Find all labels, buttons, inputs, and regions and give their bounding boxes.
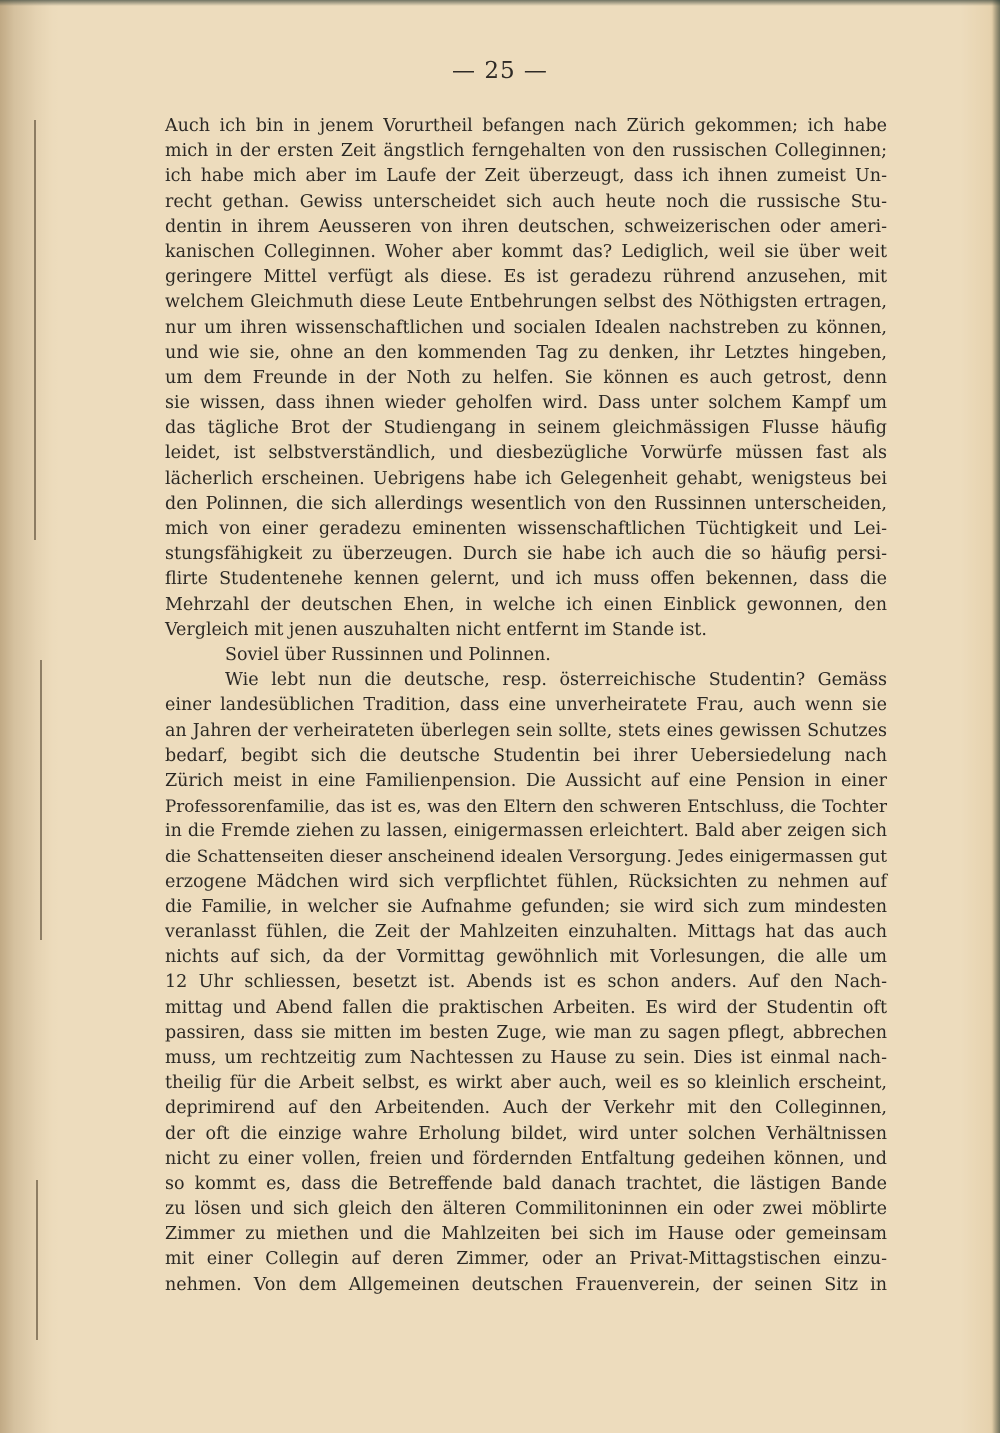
text-line: geringere Mittel verfügt als diese. Es ist geradezu rührend anzusehen, mit — [165, 267, 887, 288]
text-line: Professorenfamilie, das ist es, was den Eltern den schweren Entschluss, die Tochter — [165, 796, 887, 817]
binding-edge-line — [36, 1180, 38, 1340]
text-line: nur um ihren wissenschaftlichen und socialen Idealen nachstreben zu können, — [165, 317, 887, 338]
text-line: erzogene Mädchen wird sich verpflichtet fühlen, Rücksichten zu nehmen auf — [165, 871, 887, 892]
text-line: nicht zu einer vollen, freien und fördernden Entfaltung gedeihen können, und — [165, 1148, 887, 1169]
binding-edge-line — [40, 660, 42, 940]
body-text — [165, 114, 887, 1298]
text-line: Zimmer zu miethen und die Mahlzeiten bei sich im Hause oder gemeinsam — [165, 1224, 887, 1245]
text-line: recht gethan. Gewiss unterscheidet sich auch heute noch die russische Stu- — [165, 191, 887, 212]
text-line: bedarf, begibt sich die deutsche Studentin bei ihrer Uebersiedelung nach — [165, 745, 887, 766]
text-line: passiren, dass sie mitten im besten Zuge, wie man zu sagen pflegt, abbrechen — [165, 1022, 887, 1043]
text-line: Auch ich bin in jenem Vorurtheil befangen nach Zürich gekommen; ich habe — [165, 116, 887, 136]
text-line: in die Fremde ziehen zu lassen, einigermassen erleichtert. Bald aber zeigen sich — [165, 821, 887, 842]
text-line: den Polinnen, die sich allerdings wesentlich von den Russinnen unterscheiden, — [165, 493, 887, 514]
text-line: mich von einer geradezu eminenten wissenschaftlichen Tüchtigkeit und Lei- — [165, 519, 887, 539]
text-line: das tägliche Brot der Studiengang in seinem gleichmässigen Flusse häufig — [165, 418, 887, 439]
text-line: einer landesüblichen Tradition, dass eine unverheiratete Frau, auch wenn sie — [165, 695, 887, 716]
text-line: der oft die einzige wahre Erholung bildet, wird unter solchen Verhältnissen — [165, 1123, 887, 1144]
text-line: mich in der ersten Zeit ängstlich ferngehalten von den russischen Colleginnen; — [165, 141, 887, 162]
text-line: deprimirend auf den Arbeitenden. Auch der Verkehr mit den Colleginnen, — [165, 1098, 887, 1119]
text-line: flirte Studentenehe kennen gelernt, und ich muss offen bekennen, dass die — [165, 569, 887, 590]
text-line: welchem Gleichmuth diese Leute Entbehrungen selbst des Nöthigsten ertragen, — [165, 292, 887, 313]
text-line: Wie lebt nun die deutsche, resp. österreichische Studentin? Gemäss — [225, 670, 887, 691]
text-line: dentin in ihrem Aeusseren von ihren deutschen, schweizerischen oder ameri- — [165, 216, 887, 237]
text-line: Mehrzahl der deutschen Ehen, in welche ich einen Einblick gewonnen, den — [165, 594, 887, 615]
text-line: zu lösen und sich gleich den älteren Commilitoninnen ein oder zwei möblirte — [165, 1199, 887, 1220]
text-line: die Familie, in welcher sie Aufnahme gefunden; sie wird sich zum mindesten — [165, 896, 887, 917]
text-line: Vergleich mit jenen auszuhalten nicht entfernt im Stande ist. — [165, 619, 707, 640]
text-line: veranlasst fühlen, die Zeit der Mahlzeiten einzuhalten. Mittags hat das auch — [165, 922, 887, 942]
text-line: mittag und Abend fallen die praktischen Arbeiten. Es wird der Studentin oft — [165, 997, 887, 1018]
binding-gutter — [0, 0, 52, 1433]
page-number: — 25 — — [452, 58, 548, 84]
text-line: Zürich meist in eine Familienpension. Die Aussicht auf eine Pension in einer — [165, 770, 887, 791]
text-line: so kommt es, dass die Betreffende bald danach trachtet, die lästigen Bande — [165, 1173, 887, 1194]
text-line: Soviel über Russinnen und Polinnen. — [225, 644, 551, 665]
text-line: mit einer Collegin auf deren Zimmer, oder an Privat-Mittagstischen einzu- — [165, 1249, 887, 1270]
binding-edge-line — [34, 120, 36, 540]
text-line: ich habe mich aber im Laufe der Zeit überzeugt, dass ich ihnen zumeist Un- — [165, 166, 887, 187]
text-line: muss, um rechtzeitig zum Nachtessen zu Hause zu sein. Dies ist einmal nach- — [165, 1047, 887, 1068]
text-line: die Schattenseiten dieser anscheinend idealen Versorgung. Jedes einigermassen gut — [165, 846, 887, 867]
text-line: und wie sie, ohne an den kommenden Tag zu denken, ihr Letztes hingeben, — [165, 342, 887, 363]
text-line: um dem Freunde in der Noth zu helfen. Sie können es auch getrost, denn — [165, 367, 887, 388]
text-line: sie wissen, dass ihnen wieder geholfen wird. Dass unter solchem Kampf um — [165, 393, 887, 414]
text-line: lächerlich erscheinen. Uebrigens habe ich Gelegenheit gehabt, wenigsteus bei — [165, 468, 887, 489]
text-line: nichts auf sich, da der Vormittag gewöhnlich mit Vorlesungen, die alle um — [165, 947, 887, 968]
text-line: 12 Uhr schliessen, besetzt ist. Abends ist es schon anders. Auf den Nach- — [165, 972, 887, 993]
text-line: an Jahren der verheirateten überlegen sein sollte, stets eines gewissen Schutzes — [165, 720, 887, 741]
page-top-edge — [0, 0, 1000, 6]
text-line: stungsfähigkeit zu überzeugen. Durch sie habe ich auch die so häufig persi- — [165, 544, 887, 565]
text-line: nehmen. Von dem Allgemeinen deutschen Frauenverein, der seinen Sitz in — [165, 1274, 887, 1295]
text-line: leidet, ist selbstverständlich, und diesbezügliche Vorwürfe müssen fast als — [165, 443, 887, 464]
page-right-edge — [992, 0, 1000, 1433]
text-line: theilig für die Arbeit selbst, es wirkt aber auch, weil es so kleinlich erscheint, — [165, 1073, 887, 1094]
text-line: kanischen Colleginnen. Woher aber kommt das? Lediglich, weil sie über weit — [165, 241, 887, 262]
